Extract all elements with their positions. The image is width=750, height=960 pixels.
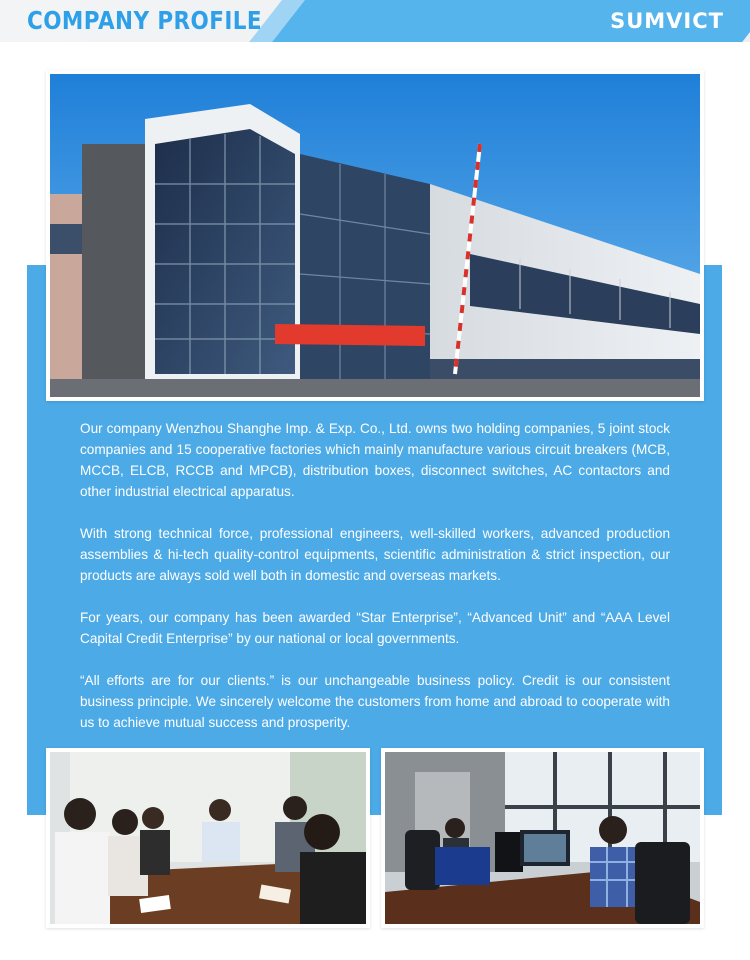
page-title: COMPANY PROFILE: [27, 6, 263, 35]
paragraph-strength: With strong technical force, professional engineers, well-skilled workers, advanced production assemblies & hi-tech quality-control equipments, scientific administration & strict inspection, our products are always sold well both in domestic and overseas markets.: [80, 526, 670, 583]
paragraph-awards: For years, our company has been awarded “Star Enterprise”, “Advanced Unit” and “AAA Level Capital Credit Enterprise” by our national or local governments.: [80, 610, 670, 646]
brand-logo: SUMVICT: [610, 9, 724, 33]
office-building-photo: [46, 70, 704, 401]
team-meeting-photo: [46, 748, 370, 928]
office-workers-photo: [381, 748, 704, 928]
page-header: [0, 0, 750, 42]
paragraph-intro: Our company Wenzhou Shanghe Imp. & Exp. Co., Ltd. owns two holding companies, 5 joint stock companies and 15 cooperative factories which mainly manufacture various circuit breakers (MCB, MCCB, ELCB, RCCB and MPCB), distribution boxes, disconnect switches, AC contactors and other industrial electrical apparatus.: [80, 421, 670, 499]
profile-text: [80, 418, 670, 754]
paragraph-policy: “All efforts are for our clients.” is our unchangeable business policy. Credit is our consistent business principle. We sincerely welcome the customers from home and abroad to cooperate with us to achieve mutual success and prosperity.: [80, 673, 670, 730]
